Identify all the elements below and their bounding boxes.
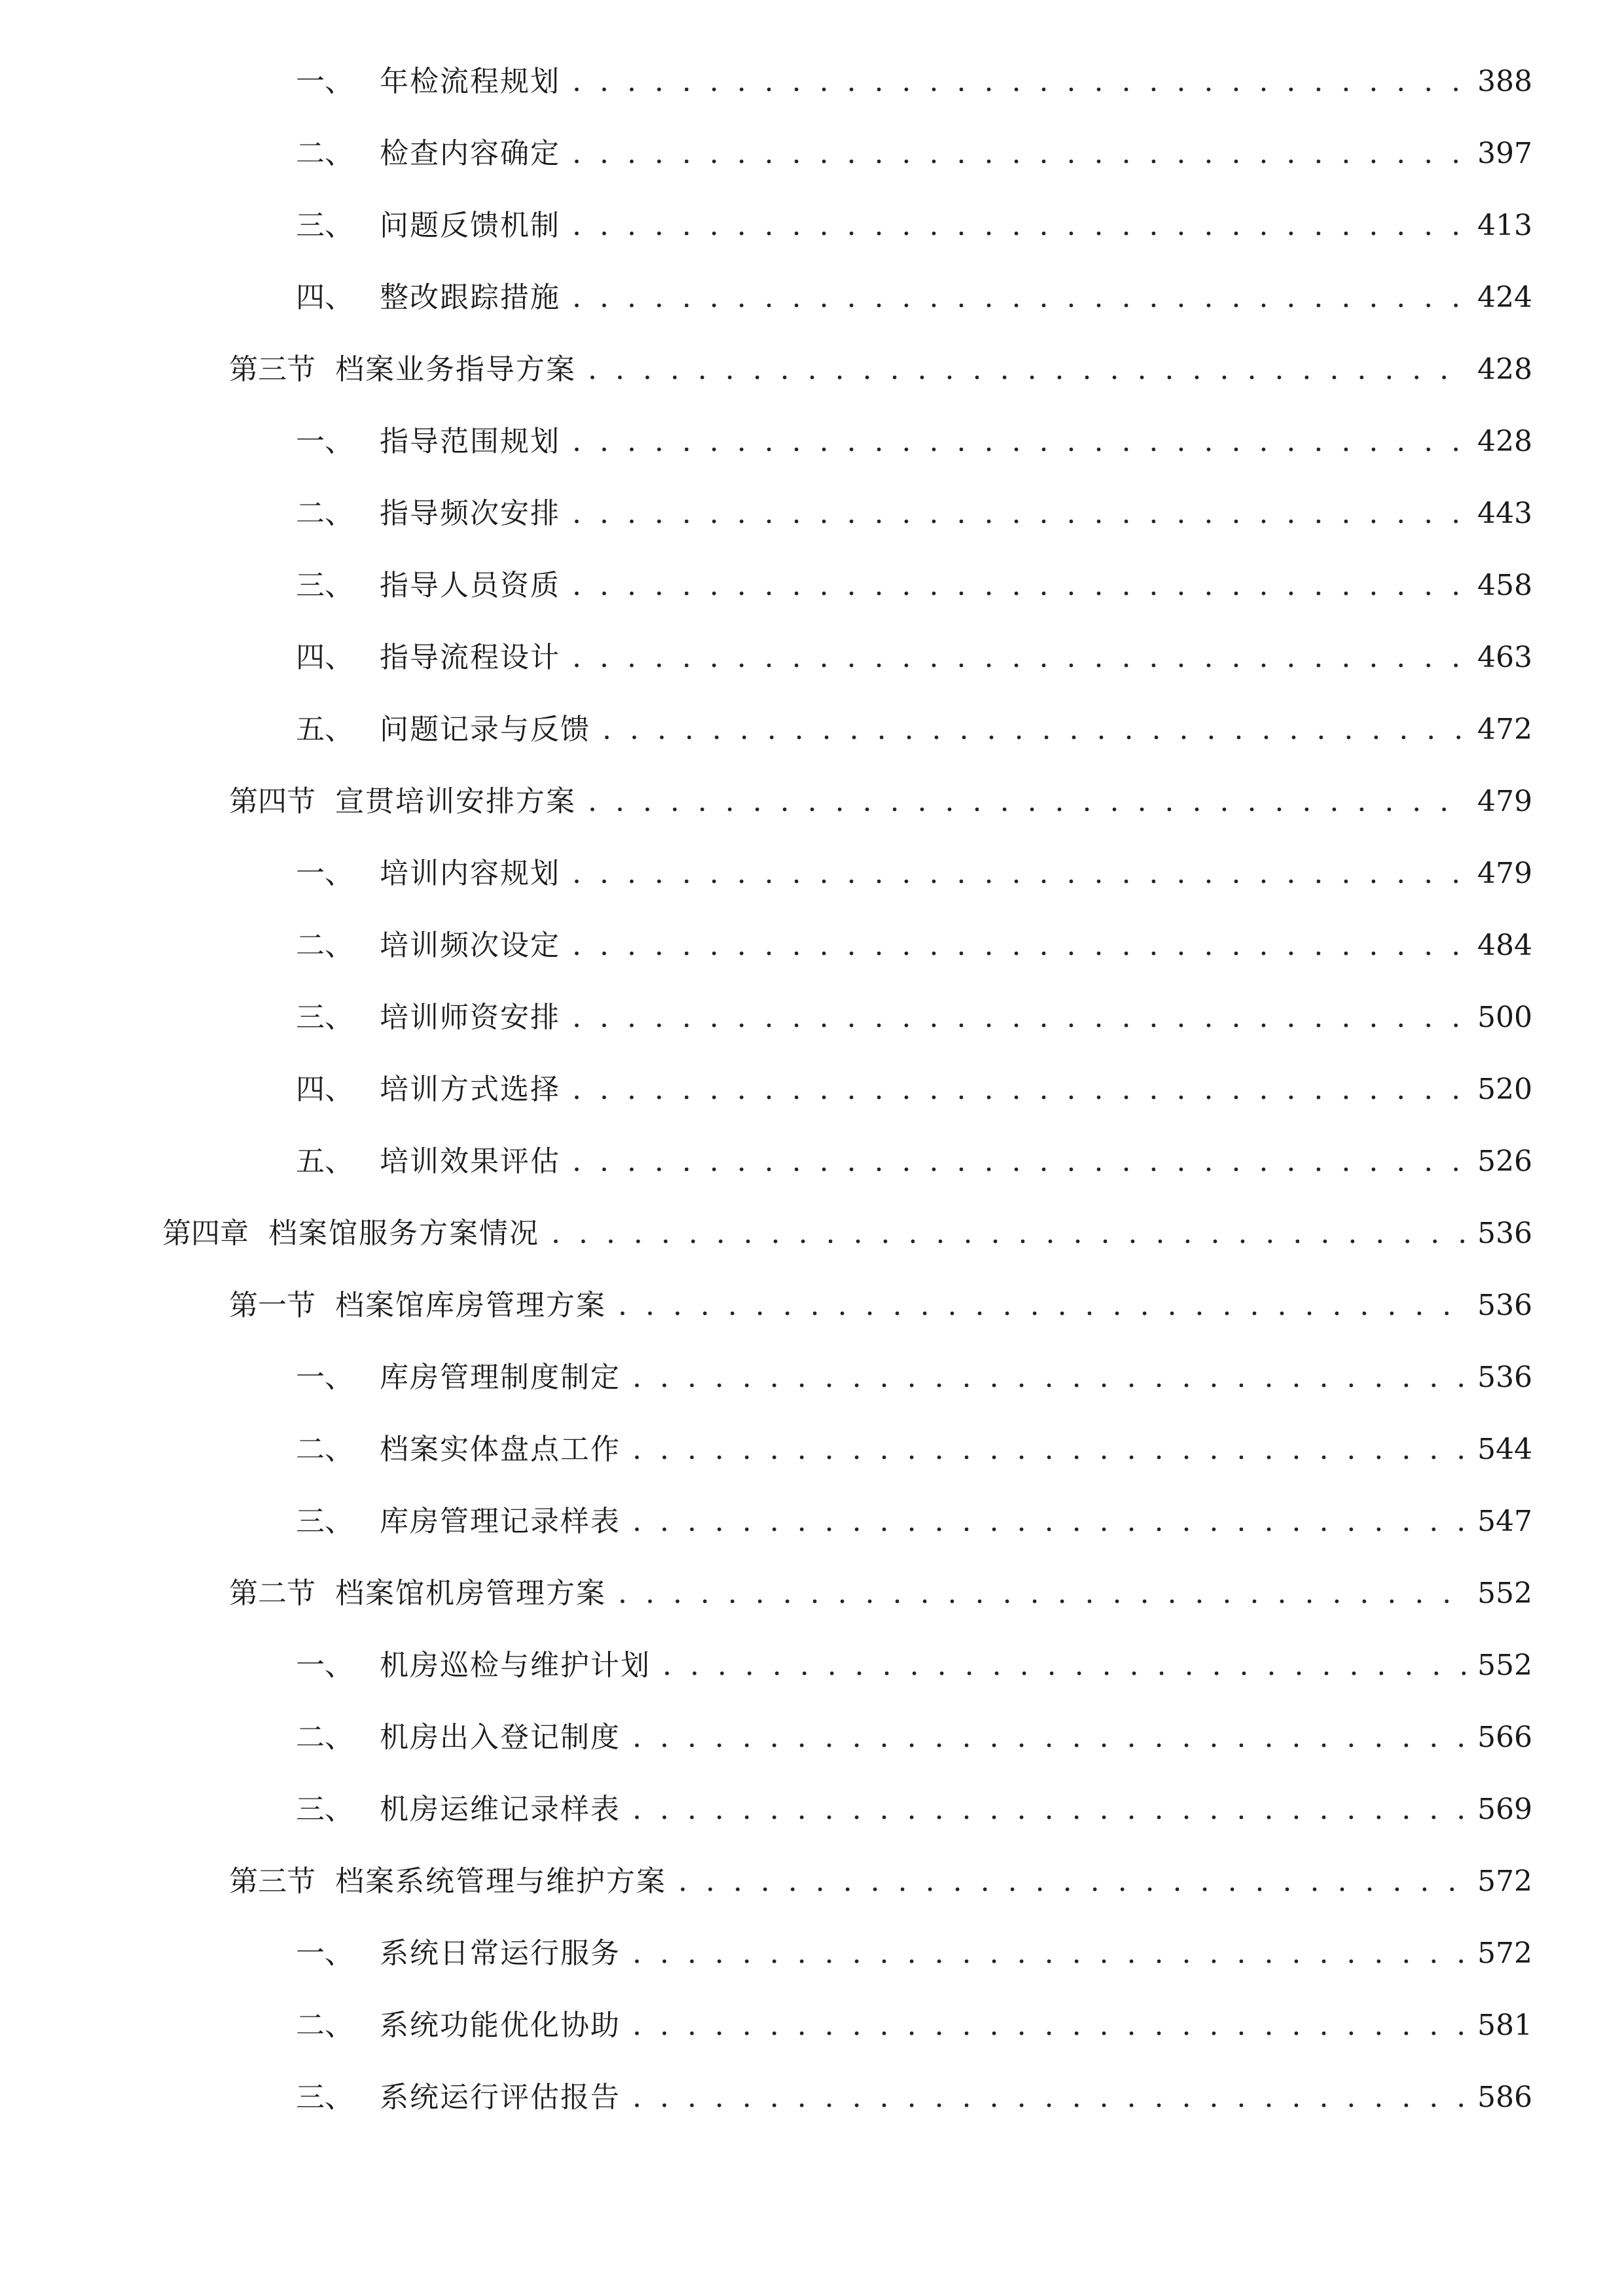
toc-entry[interactable] (0, 2062, 1624, 2134)
toc-leader-dots (618, 1270, 1468, 1342)
toc-leader-dots (632, 1486, 1468, 1558)
toc-entry-number: 三、 (296, 1793, 353, 1826)
toc-leader-dots (572, 1054, 1468, 1126)
toc-entry-page: 424 (1477, 281, 1532, 314)
toc-entry[interactable] (0, 838, 1624, 910)
toc-entry-title: 档案馆机房管理方案 (335, 1577, 606, 1610)
toc-entry-title: 档案实体盘点工作 (380, 1433, 621, 1466)
toc-section-entry[interactable] (0, 1558, 1624, 1630)
toc-entry-number: 四、 (296, 641, 353, 674)
toc-entry-number: 三、 (296, 1001, 353, 1034)
toc-entry-number: 三、 (296, 1505, 353, 1538)
toc-entry-number: 一、 (296, 1361, 353, 1394)
toc-entry[interactable] (0, 982, 1624, 1054)
toc-leader-dots (572, 406, 1468, 478)
toc-leader-dots (632, 1774, 1468, 1846)
toc-entry-title: 问题反馈机制 (380, 209, 560, 242)
toc-entry-page: 463 (1477, 641, 1532, 674)
toc-entry-number: 五、 (296, 713, 353, 746)
toc-entry-page: 428 (1477, 353, 1532, 386)
toc-entry[interactable] (0, 910, 1624, 982)
toc-leader-dots (572, 550, 1468, 622)
toc-entry-title: 宣贯培训安排方案 (335, 785, 576, 818)
toc-entry[interactable] (0, 1630, 1624, 1702)
toc-entry-number: 第三节 (229, 353, 316, 386)
toc-entry-number: 二、 (296, 1433, 353, 1466)
toc-entry-page: 552 (1477, 1649, 1532, 1682)
toc-leader-dots (662, 1630, 1468, 1702)
toc-entry-page: 479 (1477, 785, 1532, 818)
toc-entry-number: 一、 (296, 65, 353, 98)
toc-entry[interactable] (0, 406, 1624, 478)
toc-entry-number: 二、 (296, 1721, 353, 1754)
toc-entry-title: 机房出入登记制度 (380, 1721, 621, 1754)
toc-entry-title: 系统运行评估报告 (380, 2081, 621, 2114)
toc-entry-page: 428 (1477, 425, 1532, 458)
toc-entry-number: 一、 (296, 1937, 353, 1970)
toc-entry[interactable] (0, 1414, 1624, 1486)
toc-entry-number: 二、 (296, 137, 353, 170)
toc-entry[interactable] (0, 550, 1624, 622)
toc-leader-dots (572, 1126, 1468, 1198)
toc-entry-number: 一、 (296, 425, 353, 458)
toc-entry-title: 指导人员资质 (380, 569, 560, 602)
toc-entry-number: 第四节 (229, 785, 316, 818)
toc-entry-title: 库房管理制度制定 (380, 1361, 621, 1394)
toc-entry-title: 系统日常运行服务 (380, 1937, 621, 1970)
toc-entry-page: 472 (1477, 713, 1532, 746)
toc-entry-page: 500 (1477, 1001, 1532, 1034)
toc-entry-number: 五、 (296, 1145, 353, 1178)
toc-leader-dots (632, 1918, 1468, 1990)
toc-section-entry[interactable] (0, 766, 1624, 838)
toc-leader-dots (572, 190, 1468, 262)
toc-entry[interactable] (0, 118, 1624, 190)
toc-leader-dots (602, 694, 1468, 766)
toc-leader-dots (572, 478, 1468, 550)
toc-leader-dots (588, 766, 1468, 838)
toc-entry-page: 572 (1477, 1865, 1532, 1898)
toc-entry-page: 547 (1477, 1505, 1532, 1538)
toc-entry-title: 问题记录与反馈 (380, 713, 590, 746)
toc-entry-page: 526 (1477, 1145, 1532, 1178)
toc-entry-page: 544 (1477, 1433, 1532, 1466)
toc-leader-dots (632, 2062, 1468, 2134)
toc-entry-page: 536 (1477, 1361, 1532, 1394)
toc-entry-title: 培训方式选择 (380, 1073, 560, 1106)
toc-entry-page: 552 (1477, 1577, 1532, 1610)
toc-entry-title: 机房运维记录样表 (380, 1793, 621, 1826)
toc-entry-page: 566 (1477, 1721, 1532, 1754)
toc-entry-page: 458 (1477, 569, 1532, 602)
toc-entry[interactable] (0, 478, 1624, 550)
toc-entry-number: 一、 (296, 1649, 353, 1682)
toc-entry[interactable] (0, 46, 1624, 118)
toc-entry-number: 第一节 (229, 1289, 316, 1322)
toc-entry-page: 569 (1477, 1793, 1532, 1826)
toc-leader-dots (572, 118, 1468, 190)
toc-entry-title: 档案馆服务方案情况 (268, 1217, 539, 1250)
toc-entry-title: 档案系统管理与维护方案 (335, 1865, 666, 1898)
toc-leader-dots (572, 838, 1468, 910)
toc-section-entry[interactable] (0, 1846, 1624, 1918)
toc-entry-title: 指导流程设计 (380, 641, 560, 674)
toc-entry[interactable] (0, 190, 1624, 262)
toc-entry-title: 机房巡检与维护计划 (380, 1649, 651, 1682)
toc-entry-number: 二、 (296, 2009, 353, 2042)
toc-entry[interactable] (0, 1054, 1624, 1126)
toc-entry[interactable] (0, 1990, 1624, 2062)
toc-entry-title: 整改跟踪措施 (380, 281, 560, 314)
toc-entry-number: 第三节 (229, 1865, 316, 1898)
toc-entry-page: 581 (1477, 2009, 1532, 2042)
toc-entry-title: 培训效果评估 (380, 1145, 560, 1178)
toc-entry-title: 指导范围规划 (380, 425, 560, 458)
toc-leader-dots (551, 1198, 1468, 1270)
toc-chapter-entry[interactable] (0, 1198, 1624, 1270)
toc-entry-title: 培训内容规划 (380, 857, 560, 890)
toc-entry-page: 479 (1477, 857, 1532, 890)
toc-entry-number: 二、 (296, 929, 353, 962)
toc-leader-dots (632, 1342, 1468, 1414)
toc-leader-dots (618, 1558, 1468, 1630)
toc-entry[interactable] (0, 1342, 1624, 1414)
toc-entry-page: 413 (1477, 209, 1532, 242)
toc-entry-number: 三、 (296, 2081, 353, 2114)
toc-entry[interactable] (0, 1486, 1624, 1558)
toc-leader-dots (572, 910, 1468, 982)
toc-entry-page: 388 (1477, 65, 1532, 98)
toc-entry-number: 第四章 (162, 1217, 249, 1250)
toc-entry-number: 第二节 (229, 1577, 316, 1610)
toc-entry[interactable] (0, 1918, 1624, 1990)
toc-entry-title: 库房管理记录样表 (380, 1505, 621, 1538)
toc-entry-number: 二、 (296, 497, 353, 530)
toc-entry[interactable] (0, 1774, 1624, 1846)
toc-entry-number: 四、 (296, 1073, 353, 1106)
toc-leader-dots (678, 1846, 1468, 1918)
toc-entry-number: 三、 (296, 209, 353, 242)
toc-entry-title: 档案馆库房管理方案 (335, 1289, 606, 1322)
toc-entry-title: 年检流程规划 (380, 65, 560, 98)
toc-entry-page: 443 (1477, 497, 1532, 530)
toc-entry-title: 档案业务指导方案 (335, 353, 576, 386)
toc-entry-number: 一、 (296, 857, 353, 890)
toc-leader-dots (572, 982, 1468, 1054)
toc-entry-page: 572 (1477, 1937, 1532, 1970)
toc-entry-title: 检查内容确定 (380, 137, 560, 170)
toc-entry-page: 536 (1477, 1217, 1532, 1250)
toc-entry-page: 520 (1477, 1073, 1532, 1106)
toc-entry-number: 三、 (296, 569, 353, 602)
toc-entry[interactable] (0, 622, 1624, 694)
toc-entry-page: 484 (1477, 929, 1532, 962)
toc-entry-number: 四、 (296, 281, 353, 314)
toc-section-entry[interactable] (0, 1270, 1624, 1342)
toc-leader-dots (632, 1414, 1468, 1486)
toc-leader-dots (572, 622, 1468, 694)
toc-leader-dots (572, 46, 1468, 118)
toc-entry-title: 系统功能优化协助 (380, 2009, 621, 2042)
toc-entry[interactable] (0, 694, 1624, 766)
toc-entry-title: 指导频次安排 (380, 497, 560, 530)
toc-leader-dots (588, 334, 1468, 406)
table-of-contents (0, 46, 1624, 2134)
toc-leader-dots (632, 1702, 1468, 1774)
toc-entry-page: 536 (1477, 1289, 1532, 1322)
toc-entry[interactable] (0, 1126, 1624, 1198)
toc-entry[interactable] (0, 262, 1624, 334)
toc-leader-dots (632, 1990, 1468, 2062)
toc-leader-dots (572, 262, 1468, 334)
toc-entry[interactable] (0, 1702, 1624, 1774)
toc-section-entry[interactable] (0, 334, 1624, 406)
toc-entry-page: 397 (1477, 137, 1532, 170)
toc-entry-title: 培训师资安排 (380, 1001, 560, 1034)
toc-entry-page: 586 (1477, 2081, 1532, 2114)
toc-entry-title: 培训频次设定 (380, 929, 560, 962)
